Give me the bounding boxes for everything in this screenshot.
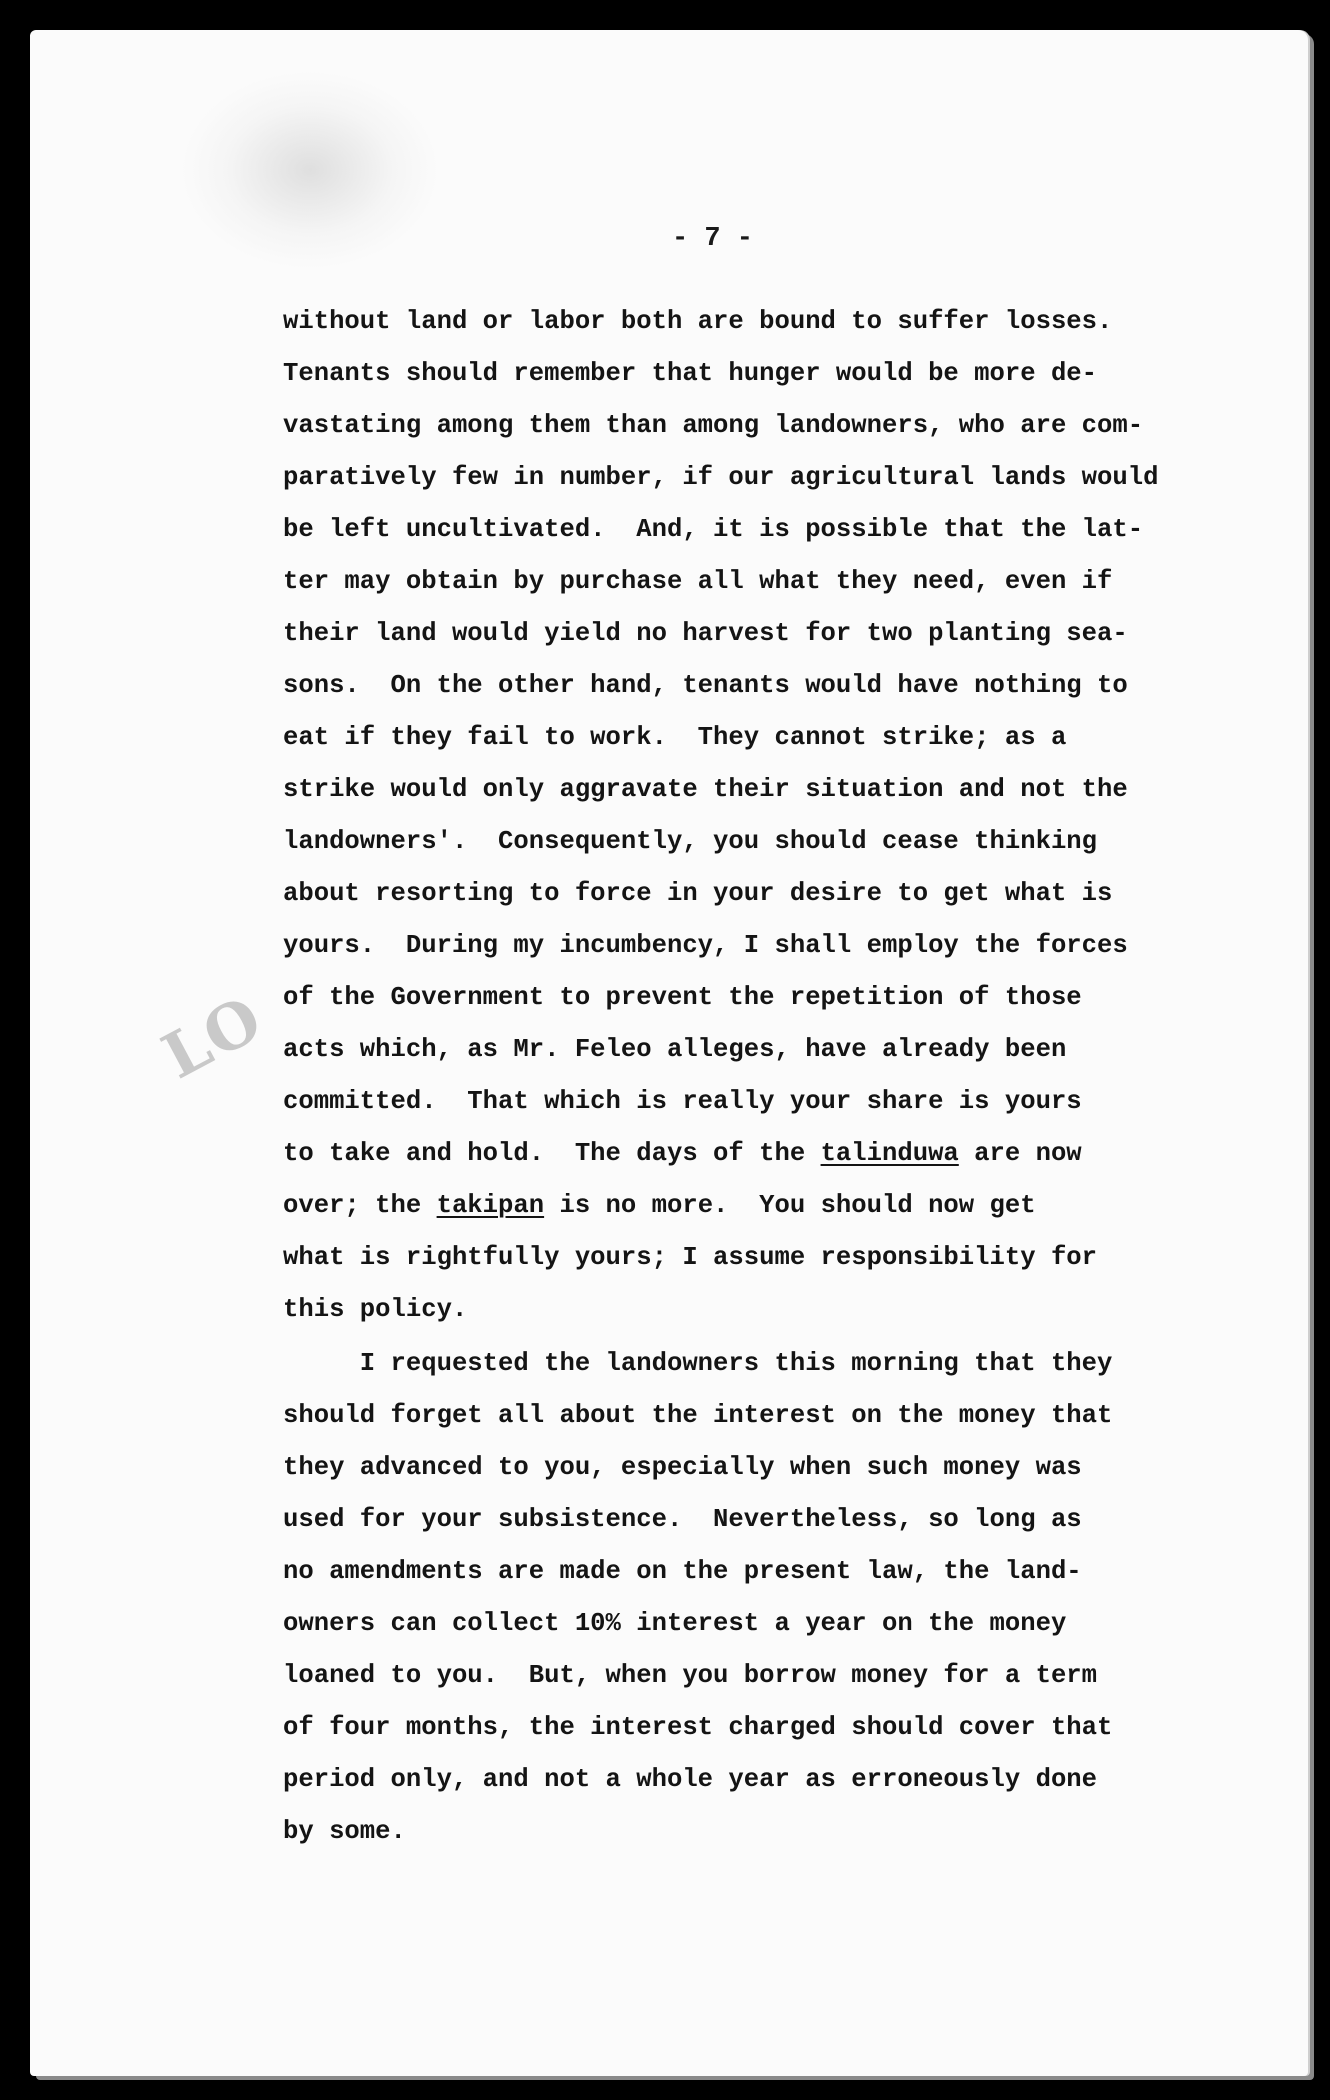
text-segment: to take and hold. The days of the [283,1139,821,1168]
text-line: sons. On the other hand, tenants would have nothing to [283,671,1128,700]
text-line: be left uncultivated. And, it is possible that the lat- [283,515,1144,544]
page-number: - 7 - [671,224,753,254]
underlined-term-talinduwa: talinduwa [820,1139,959,1168]
text-line: committed. That which is really your share is yours [283,1087,1082,1116]
text-line [283,1128,1183,1180]
body-text [283,296,1183,1858]
text-line: eat if they fail to work. They cannot strike; as a [283,723,1067,752]
text-segment: is no more. You should now get [544,1191,1036,1220]
paragraph-line: used for your subsistence. Nevertheless, so long as [283,1505,1082,1534]
text-line: ter may obtain by purchase all what they need, even if [283,567,1113,596]
text-line: yours. During my incumbency, I shall employ the forces [283,931,1128,960]
paragraph-line: period only, and not a whole year as erroneously done [283,1765,1098,1794]
text-line: about resorting to force in your desire to get what is [283,879,1113,908]
text-line: without land or labor both are bound to suffer losses. [283,307,1113,336]
paragraph-line: no amendments are made on the present law, the land- [283,1557,1082,1586]
text-line [283,1180,1183,1232]
text-line: this policy. [283,1295,468,1324]
text-line: paratively few in number, if our agricultural lands would [283,463,1159,492]
text-line: vastating among them than among landowners, who are com- [283,411,1144,440]
text-line: their land would yield no harvest for two planting sea- [283,619,1128,648]
text-segment: over; the [283,1191,437,1220]
paragraph-line: I requested the landowners this morning that they [283,1349,1113,1378]
text-line: landowners'. Consequently, you should cease thinking [283,827,1098,856]
underlined-term-takipan: takipan [436,1191,545,1220]
paragraph-line: they advanced to you, especially when such money was [283,1453,1082,1482]
text-line: what is rightfully yours; I assume responsibility for [283,1243,1098,1272]
paragraph-line: should forget all about the interest on the money that [283,1401,1113,1430]
text-segment: are now [958,1139,1082,1168]
paragraph-line: owners can collect 10% interest a year on the money [283,1609,1067,1638]
paragraph-line: by some. [283,1817,406,1846]
paragraph-line: of four months, the interest charged should cover that [283,1713,1113,1742]
text-line: acts which, as Mr. Feleo alleges, have already been [283,1035,1067,1064]
paragraph-line: loaned to you. But, when you borrow money for a term [283,1661,1098,1690]
faded-stamp: LO [150,980,275,1094]
text-line: strike would only aggravate their situation and not the [283,775,1128,804]
text-line: Tenants should remember that hunger would be more de- [283,359,1098,388]
text-line: of the Government to prevent the repetition of those [283,983,1082,1012]
